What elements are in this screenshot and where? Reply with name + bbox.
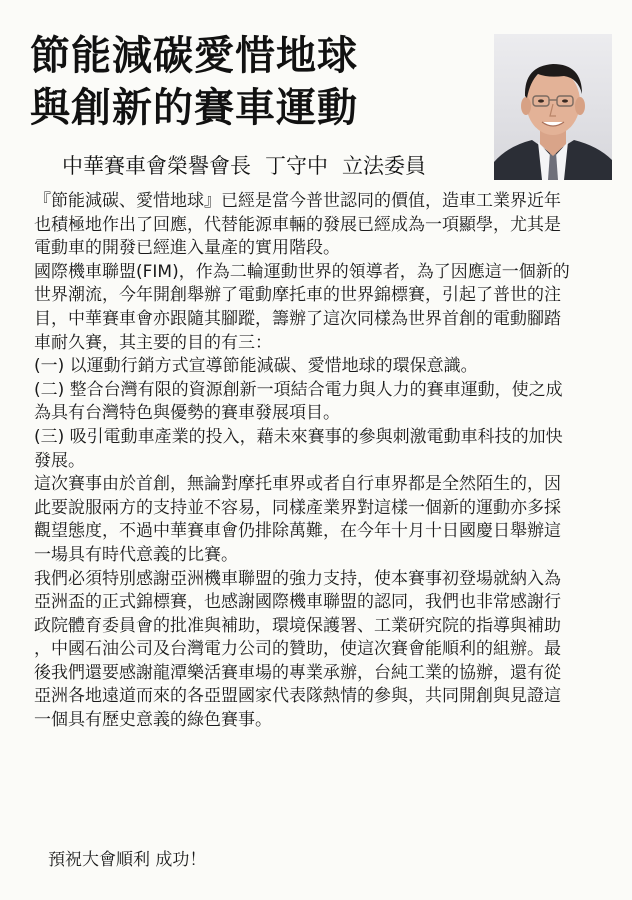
paragraph-line: 世界潮流，今年開創舉辦了電動摩托車的世界錦標賽，引起了普世的注	[34, 285, 561, 306]
author-byline	[62, 152, 426, 180]
paragraph-line: (一) 以運動行銷方式宣導節能減碳、愛惜地球的環保意識。	[34, 356, 478, 377]
paragraph-line: 亞洲各地遠道而來的各亞盟國家代表隊熱情的參與，共同開創與見證這	[34, 686, 561, 707]
title-line-2: 與創新的賽車運動	[30, 85, 358, 131]
closing-line: 預祝大會順利 成功！	[48, 850, 207, 870]
body-paragraph	[34, 426, 602, 473]
paragraph-line: 為具有台灣特色與優勢的賽車發展項目。	[34, 403, 340, 424]
paragraph-line: ，中國石油公司及台灣電力公司的贊助，使這次賽會能順利的組辦。最	[34, 639, 561, 660]
paragraph-line: 車耐久賽，其主要的目的有三：	[34, 332, 272, 353]
body-paragraph	[34, 190, 602, 261]
body-paragraph	[34, 355, 602, 379]
paragraph-line: 政院體育委員會的批准與補助，環境保護署、工業研究院的指導與補助	[34, 615, 561, 636]
body-paragraph	[34, 261, 602, 355]
document-title	[30, 30, 480, 134]
paragraph-line: 一個具有歷史意義的綠色賽事。	[34, 710, 272, 731]
portrait-photo-illustration	[494, 34, 612, 180]
paragraph-line: (二) 整合台灣有限的資源創新一項結合電力與人力的賽車運動，使之成	[34, 379, 563, 400]
paragraph-line: 這次賽事由於首創，無論對摩托車界或者自行車界都是全然陌生的，因	[34, 474, 561, 495]
paragraph-line: 觀望態度，不過中華賽車會仍排除萬難，在今年十月十日國慶日舉辦這	[34, 521, 561, 542]
paragraph-line: 電動車的開發已經進入量產的實用階段。	[34, 238, 340, 259]
author-position: 立法委員	[342, 154, 426, 178]
author-role: 中華賽車會榮譽會長	[62, 154, 251, 178]
author-name: 丁守中	[265, 154, 328, 178]
paragraph-line: 此要說服兩方的支持並不容易，同樣產業界對這樣一個新的運動亦多採	[34, 497, 561, 518]
body-paragraph	[34, 568, 602, 733]
paragraph-line: 後我們還要感謝龍潭樂活賽車場的專業承辦，台純工業的協辦，還有從	[34, 662, 561, 683]
paragraph-line: 『節能減碳、愛惜地球』已經是當今普世認同的價值，造車工業界近年	[34, 191, 561, 211]
paragraph-line: 目，中華賽車會亦跟隨其腳蹤，籌辦了這次同樣為世界首創的電動腳踏	[34, 308, 561, 329]
paragraph-line: (三) 吸引電動車產業的投入，藉未來賽事的參與刺激電動車科技的加快	[34, 426, 563, 447]
paragraph-line: 發展。	[34, 450, 85, 471]
paragraph-line: 也積極地作出了回應，代替能源車輛的發展已經成為一項顯學，尤其是	[34, 214, 561, 235]
title-line-1: 節能減碳愛惜地球	[30, 33, 358, 79]
paragraph-line: 國際機車聯盟(FIM)，作為二輪運動世界的領導者，為了因應這一個新的	[34, 261, 570, 282]
body-paragraph	[34, 379, 602, 426]
paragraph-line: 我們必須特別感謝亞洲機車聯盟的強力支持，使本賽事初登場就納入為	[34, 568, 561, 589]
paragraph-line: 亞洲盃的正式錦標賽，也感謝國際機車聯盟的認同，我們也非常感謝行	[34, 592, 561, 613]
paragraph-line: 一場具有時代意義的比賽。	[34, 544, 238, 565]
article-body	[34, 190, 602, 733]
portrait-photo	[494, 34, 612, 180]
body-paragraph	[34, 473, 602, 567]
